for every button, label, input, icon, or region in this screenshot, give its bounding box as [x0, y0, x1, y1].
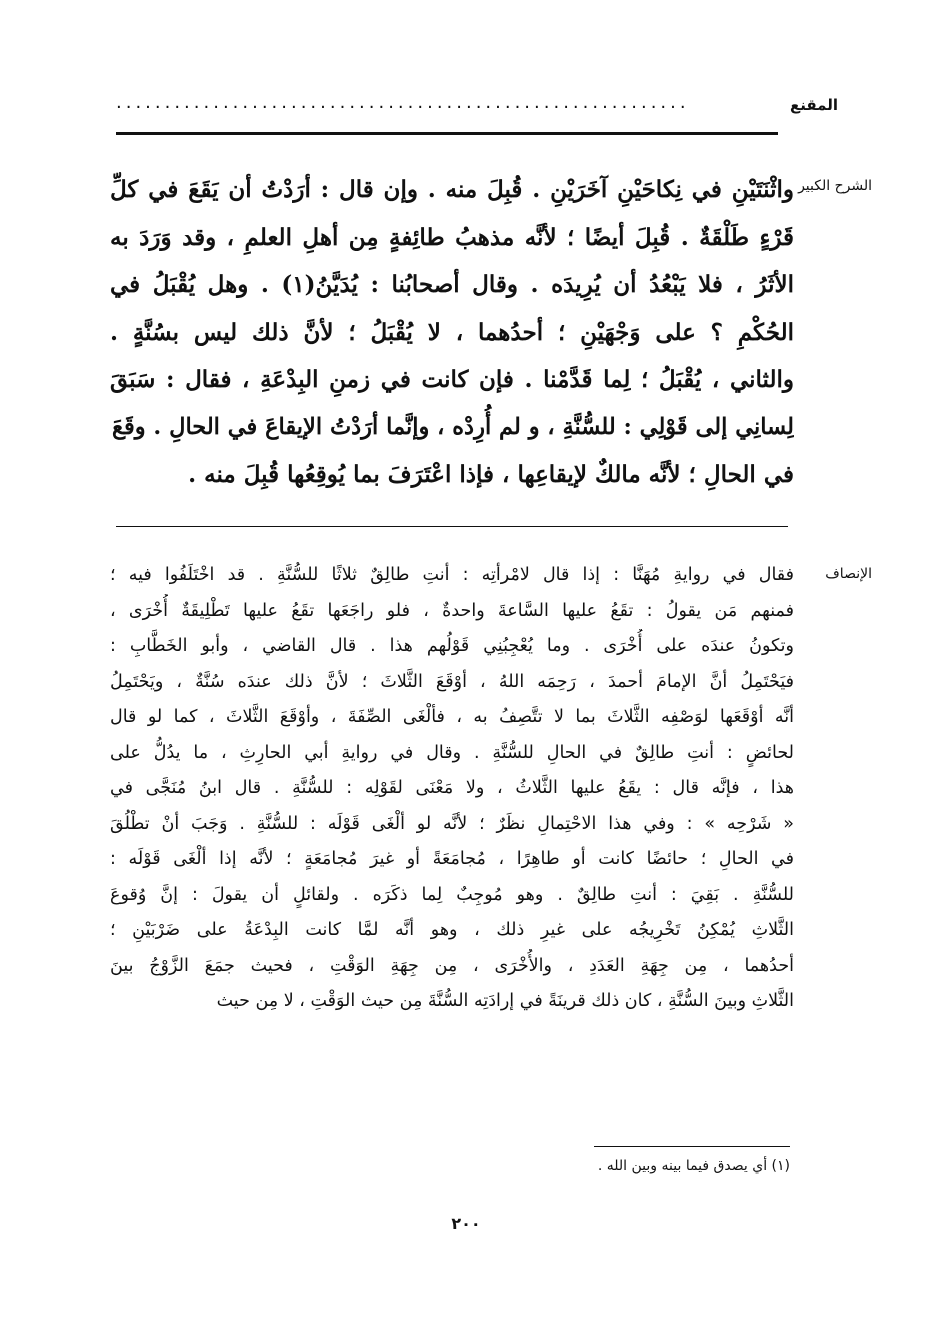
sharh-text-block — [110, 166, 794, 499]
insaf-line: أنَّه أوْقَعَها لوَصْفِه الثَّلاثَ بما لا تتَّصِفُ به ، فألْغَى الصِّفَةَ ، وأوْقَعَ الثَّلاثَ ، كما لو قال — [110, 707, 794, 727]
insaf-line: في الحالِ ؛ حائضًا كانت أو طاهِرًا ، مُجامَعَةً أو غيرَ مُجامَعَةٍ ؛ لأنَّه إذا ألْغَى قَوْلَه : — [110, 849, 794, 869]
section-divider — [116, 526, 788, 527]
sharh-line: واثْنَتَيْنِ في نِكاحَيْنِ آخَرَيْنِ . قُبِلَ منه . وإن قال : أرَدْتُ أن يَقَعَ في كلِّ — [110, 176, 794, 203]
header-rule — [116, 132, 778, 135]
insaf-line: فمنهم مَن يقولُ : تقَعُ عليها السَّاعةَ واحدةٌ ، فلو راجَعَها تقَعُ عليها تَطْلِيقَةٌ أُخْرَى ، — [110, 600, 794, 621]
header-dotted-leader: ........................................................... — [116, 92, 690, 113]
sharh-line: الأثَرُ ، فلا يَبْعُدُ أن يُرِيدَه . وقال أصحابُنا : يُدَيَّنُ(١) . وهل يُقْبَلُ في — [110, 271, 794, 298]
sharh-line: قَرْءٍ طَلْقَةٌ . قُبِلَ أيضًا ؛ لأنَّه مذهبُ طائِفةٍ مِن أهلِ العلمِ ، وقد وَرَدَ به — [110, 223, 794, 251]
sharh-line: الحُكْمِ ؟ على وَجْهَيْنِ ؛ أحدُهما ، لا يُقْبَلُ ؛ لأنَّ ذلك ليس بسُنَّةٍ . — [110, 318, 794, 346]
insaf-line: أحدُهما ، مِن جِهَةِ العَدَدِ ، والأُخْرَى ، مِن جِهَةِ الوَقْتِ ، فحيث جمَعَ الزَّوْجُ بينَ — [110, 955, 794, 976]
insaf-line: الثَّلاثِ يُمْكِنُ تَخْرِيجُه على غيرِ ذلك ، وهو أنَّه لمَّا كانت البِدْعَةُ على ضَرْبَيْنِ ؛ — [110, 920, 794, 940]
insaf-text-block — [110, 558, 794, 1020]
sharh-section-label: الشرح الكبير — [798, 178, 872, 194]
sharh-line: في الحالِ ؛ لأنَّه مالكٌ لإيقاعِها ، فإذا اعْتَرَفَ بما يُوقِعُها قُبِلَ منه . — [188, 461, 794, 488]
insaf-line: لحائضٍ : أنتِ طالِقٌ في الحالِ للسُّنَّةِ . وقال في روايةِ أبي الحارِثِ ، ما يدُلُّ على — [110, 742, 794, 763]
insaf-line: الثَّلاثِ وبينَ السُّنَّةِ ، كان ذلك قرينَةً في إرادَتِه السُّنَّةَ مِن حيث الوَقْتِ ، لا مِن حيث — [216, 991, 794, 1011]
insaf-line: « شَرْحِه » : وفي هذا الاحْتِمالِ نظَرٌ ؛ لأنَّه لو ألْغَى قَوْلَه : للسُّنَّةِ . وَجَبَ أنْ تطْلُقَ — [110, 813, 794, 834]
insaf-line: فيَحْتَمِلُ أنَّ الإمامَ أحمدَ ، رَحِمَه اللهُ ، أوْقَعَ الثَّلاثَ ؛ لأنَّ ذلك عندَه سُنَّةٌ ، ويَحْتَمِلُ — [110, 671, 794, 692]
insaf-section-label: الإنصاف — [825, 566, 872, 582]
insaf-line: وتكونُ عندَه على أُخْرَى . وما يُعْجِبُنِي قَوْلُهم هذا . قال القاضي ، وأبو الخَطَّابِ : — [110, 636, 794, 656]
sharh-line: لِسانِي إلى قَوْلِي : للسُّنَّةِ ، و لم أُرِدْه ، وإنَّما أرَدْتُ الإيقاعَ في الحالِ . وقَعَ — [112, 413, 794, 440]
insaf-line: هذا ، فإنَّه قال : يقَعُ عليها الثَّلاثُ ، ولا مَعْنَى لقَوْلِه : للسُّنَّةِ . قال ابنُ مُنَجَّى في — [110, 778, 794, 798]
running-header-title: المقنع — [790, 96, 838, 114]
sharh-line: والثاني ، يُقْبَلُ ؛ لِما قَدَّمْنا . فإن كانت في زمنِ البِدْعَةِ ، فقال : سَبَقَ — [110, 366, 794, 393]
insaf-line: للسُّنَّةِ . بَقِيَ : أنتِ طالِقٌ . وهو مُوجِبٌ لِما ذكَرَه . ولقائلٍ أن يقولَ : إنَّ وُقوعَ — [110, 884, 794, 905]
page-number: ٢٠٠ — [451, 1214, 481, 1233]
footnote-rule — [594, 1146, 790, 1147]
footnote: (١) أي يصدق فيما بينه وبين الله . — [597, 1158, 790, 1174]
insaf-line: فقال في روايةِ مُهَنَّا : إذا قال لامْرأتِه : أنتِ طالِقٌ ثلاثًا للسُّنَّةِ . قد اخْتَلَفُوا فيه ؛ — [110, 565, 794, 585]
